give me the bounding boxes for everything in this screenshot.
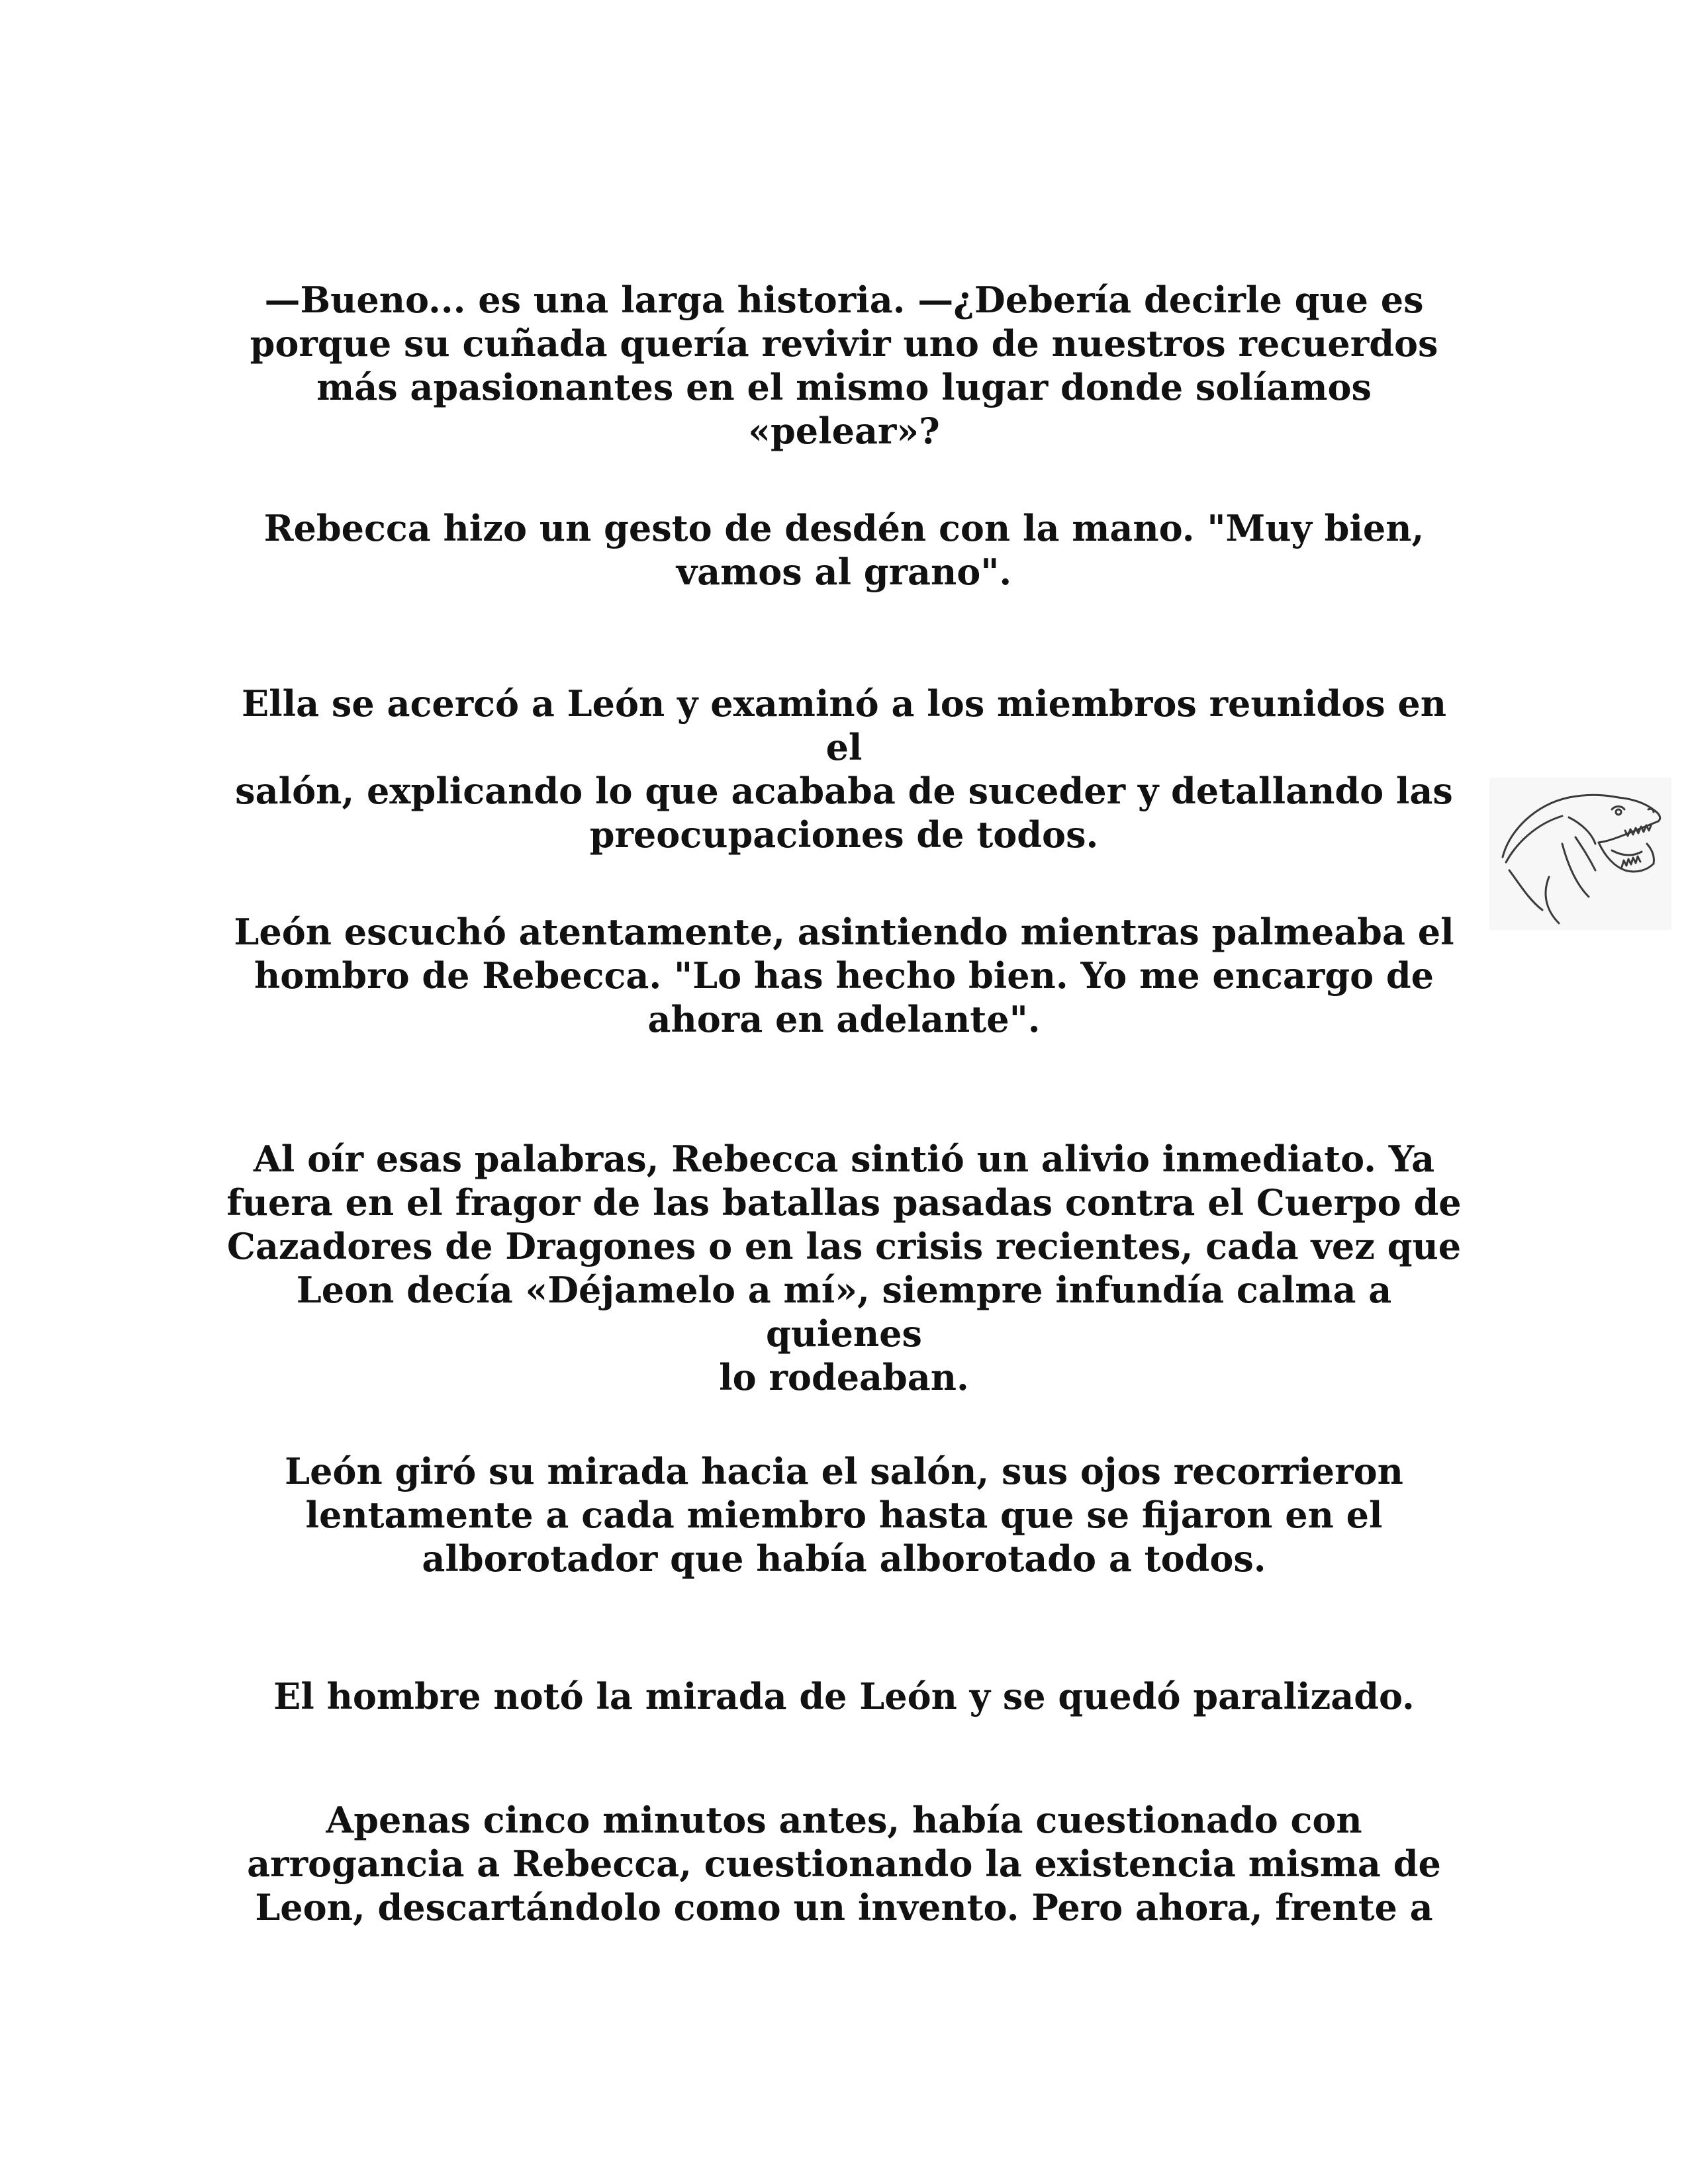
paragraph-2: Rebecca hizo un gesto de desdén con la mano. "Muy bien, vamos al grano".	[263, 507, 1425, 593]
paragraph-8: Apenas cinco minutos antes, había cuestionado con arrogancia a Rebecca, cuestionando la existencia misma de Leon, descartándolo como un invento. Pero ahora, frente a	[247, 1799, 1441, 1929]
dinosaur-head-sketch-icon	[1489, 778, 1671, 930]
paragraph-3: Ella se acercó a León y examinó a los miembros reunidos en el salón, explicando lo que acababa de suceder y detallando las preocupaciones de todos.	[235, 682, 1453, 856]
paragraph-4: León escuchó atentamente, asintiendo mientras palmeaba el hombro de Rebecca. "Lo has hecho bien. Yo me encargo de ahora en adelante".	[234, 911, 1454, 1040]
paragraph-6: León giró su mirada hacia el salón, sus ojos recorrieron lentamente a cada miembro hasta que se fijaron en el alborotador que había alborotado a todos.	[285, 1450, 1403, 1580]
paragraph-5: Al oír esas palabras, Rebecca sintió un alivio inmediato. Ya fuera en el fragor de las batallas pasadas contra el Cuerpo de Cazadores de Dragones o en las crisis recientes, cada vez que Leon decía «Déjamelo a mí», siempre infundía calma a quienes lo rodeaban.	[226, 1138, 1462, 1398]
paragraph-7: El hombre notó la mirada de León y se quedó paralizado.	[273, 1675, 1415, 1717]
paragraph-1: —Bueno... es una larga historia. —¿Debería decirle que es porque su cuñada quería revivir uno de nuestros recuerdos más apasionantes en el mismo lugar donde solíamos «pelear»?	[250, 279, 1438, 452]
